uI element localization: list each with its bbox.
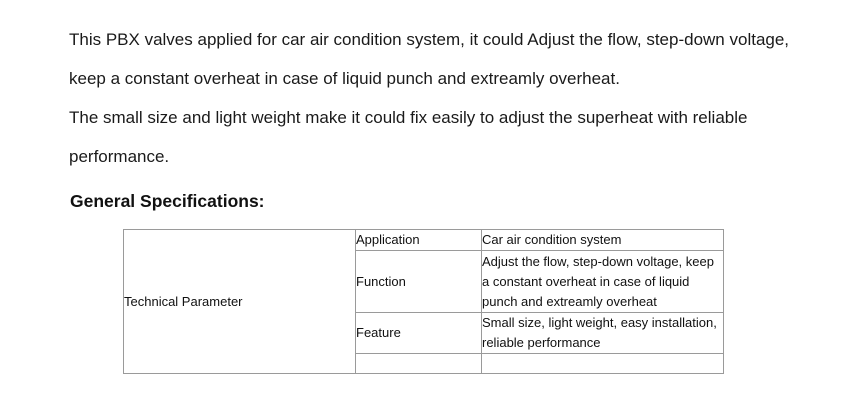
table-value-cell: [482, 354, 724, 374]
intro-paragraph-1: This PBX valves applied for car air condition system, it could Adjust the flow, step-down voltage, keep a constant overheat in case of liquid punch and extreamly overheat.: [69, 30, 790, 88]
table-value-cell: Adjust the flow, step-down voltage, keep a constant overheat in case of liquid punch and extreamly overheat: [482, 251, 724, 313]
specs-table: [123, 229, 724, 374]
table-key-cell: Application: [356, 230, 482, 251]
intro-text: [69, 20, 829, 176]
table-key-cell: Function: [356, 251, 482, 313]
table-row: [124, 230, 724, 251]
table-group-label: Technical Parameter: [124, 230, 356, 374]
section-title: General Specifications:: [70, 191, 265, 211]
intro-paragraph-2: The small size and light weight make it could fix easily to adjust the superheat with reliable performance.: [69, 108, 748, 166]
table-value-cell: Car air condition system: [482, 230, 724, 251]
table-value-cell: Small size, light weight, easy installation, reliable performance: [482, 313, 724, 354]
table-key-cell: Feature: [356, 313, 482, 354]
table-key-cell: [356, 354, 482, 374]
